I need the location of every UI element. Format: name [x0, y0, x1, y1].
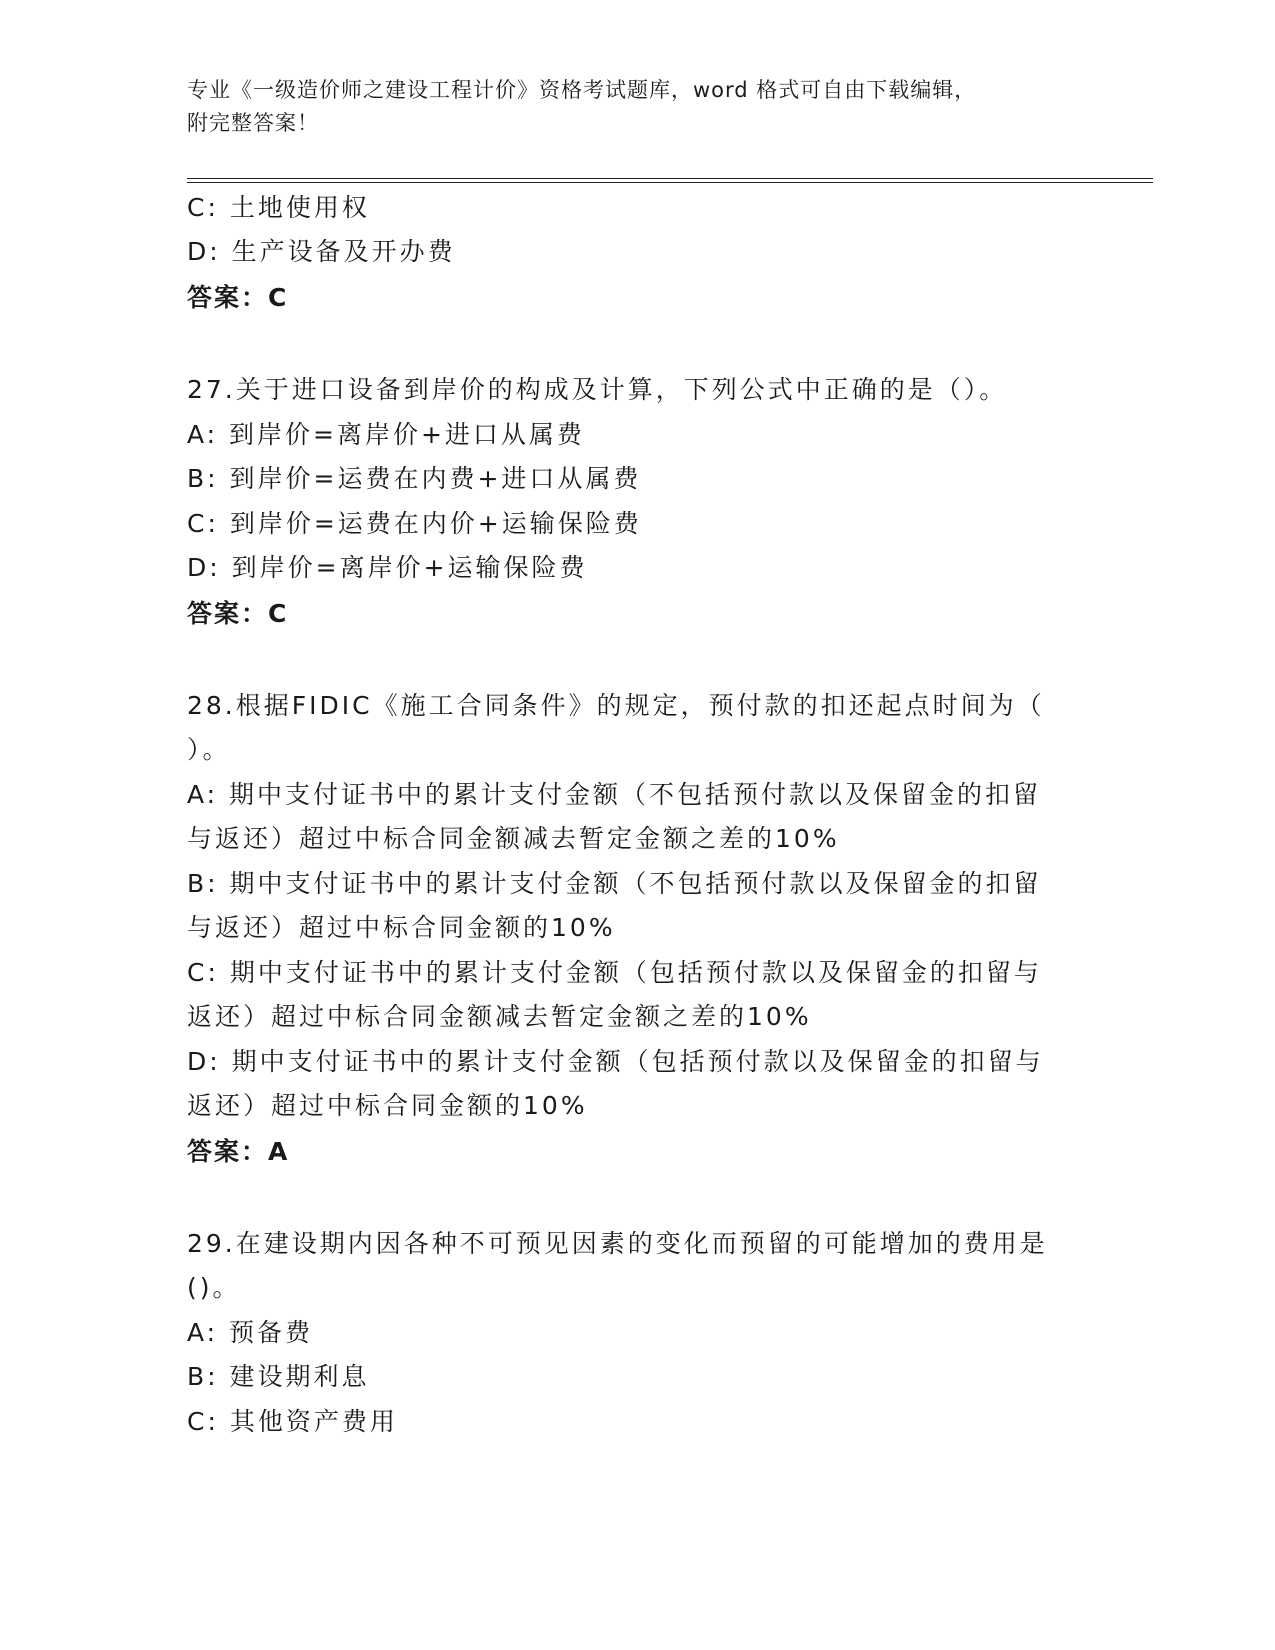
- question-29-line-2: ()。: [187, 1273, 241, 1302]
- question-29-line-1: 29.在建设期内因各种不可预见因素的变化而预留的可能增加的费用是: [187, 1229, 1048, 1258]
- question-27: 27.关于进口设备到岸价的构成及计算，下列公式中正确的是（）。: [187, 375, 1008, 404]
- header-rule-top: [187, 178, 1153, 179]
- answer-q27: 答案：C: [187, 599, 289, 628]
- answer-q28: 答案：A: [187, 1137, 290, 1166]
- header-line-1: 专业《一级造价师之建设工程计价》资格考试题库，word 格式可自由下载编辑，: [187, 78, 977, 102]
- option-c-q28-line-2: 返还）超过中标合同金额减去暂定金额之差的10%: [187, 1002, 812, 1031]
- option-c-q26: C: 土地使用权: [187, 193, 370, 222]
- document-header: [187, 74, 1087, 140]
- option-d-q28-line-1: D: 期中支付证书中的累计支付金额（包括预付款以及保留金的扣留与: [187, 1047, 1044, 1076]
- option-d-q28-line-2: 返还）超过中标合同金额的10%: [187, 1091, 588, 1120]
- option-a-q28-line-2: 与返还）超过中标合同金额减去暂定金额之差的10%: [187, 824, 840, 853]
- option-b-q29: B: 建设期利息: [187, 1362, 370, 1391]
- option-c-q27: C: 到岸价=运费在内价+运输保险费: [187, 509, 642, 538]
- option-b-q27: B: 到岸价=运费在内费+进口从属费: [187, 464, 642, 493]
- question-28-line-2: ）。: [187, 735, 231, 764]
- option-b-q28-line-2: 与返还）超过中标合同金额的10%: [187, 913, 616, 942]
- header-rule-bottom: [187, 182, 1153, 183]
- header-line-2: 附完整答案！: [187, 111, 319, 135]
- option-c-q29: C: 其他资产费用: [187, 1407, 398, 1436]
- option-c-q28-line-1: C: 期中支付证书中的累计支付金额（包括预付款以及保留金的扣留与: [187, 958, 1042, 987]
- question-28-line-1: 28.根据FIDIC《施工合同条件》的规定，预付款的扣还起点时间为（: [187, 691, 1045, 720]
- option-d-q26: D: 生产设备及开办费: [187, 237, 456, 266]
- option-a-q28-line-1: A: 期中支付证书中的累计支付金额（不包括预付款以及保留金的扣留: [187, 780, 1042, 809]
- option-d-q27: D: 到岸价=离岸价+运输保险费: [187, 553, 588, 582]
- option-a-q29: A: 预备费: [187, 1318, 314, 1347]
- option-a-q27: A: 到岸价=离岸价+进口从属费: [187, 420, 585, 449]
- option-b-q28-line-1: B: 期中支付证书中的累计支付金额（不包括预付款以及保留金的扣留: [187, 869, 1042, 898]
- answer-q26: 答案：C: [187, 283, 289, 312]
